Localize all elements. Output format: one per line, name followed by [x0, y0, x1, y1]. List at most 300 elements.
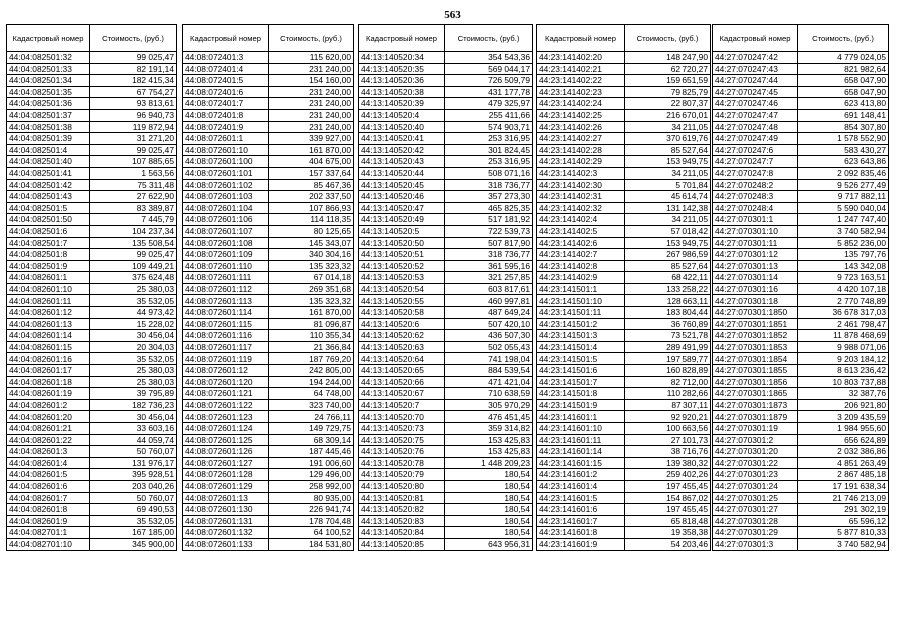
table-row — [183, 388, 354, 400]
cadastral-number-cell: 44:23:141601:6 — [537, 504, 625, 516]
table-row — [183, 167, 354, 179]
table-row — [713, 399, 889, 411]
cost-cell: 8 613 236,42 — [798, 365, 889, 377]
table-row — [183, 75, 354, 87]
cost-cell: 30 456,04 — [90, 411, 177, 423]
table-row — [183, 376, 354, 388]
cadastral-number-cell: 44:08:072401:8 — [183, 109, 269, 121]
table-row — [359, 98, 533, 110]
cadastral-number-cell: 44:08:072601:132 — [183, 527, 269, 539]
cost-cell: 4 851 263,49 — [798, 457, 889, 469]
cost-cell: 83 389,87 — [90, 202, 177, 214]
cadastral-number-cell: 44:13:140520:76 — [359, 446, 445, 458]
cadastral-number-cell: 44:27:070247:45 — [713, 86, 798, 98]
table-header-row — [183, 25, 354, 52]
cost-cell: 180,54 — [445, 480, 533, 492]
cadastral-number-cell: 44:13:140520:49 — [359, 214, 445, 226]
cadastral-table-5 — [712, 24, 889, 551]
cost-cell: 50 760,07 — [90, 446, 177, 458]
cost-cell: 658 047,90 — [798, 75, 889, 87]
cost-cell: 107 885,65 — [90, 156, 177, 168]
cost-cell: 25 380,03 — [90, 283, 177, 295]
table-row — [7, 423, 177, 435]
cost-cell: 258 992,00 — [269, 480, 354, 492]
table-row — [183, 446, 354, 458]
table-row — [7, 504, 177, 516]
cadastral-number-cell: 44:04:082601:7 — [7, 492, 90, 504]
cadastral-number-cell: 44:08:072401:4 — [183, 63, 269, 75]
cost-cell: 159 651,59 — [625, 75, 711, 87]
cadastral-number-cell: 44:04:082501:4 — [7, 144, 90, 156]
table-row — [183, 179, 354, 191]
table-row — [713, 63, 889, 75]
cost-cell: 2 770 748,89 — [798, 295, 889, 307]
cadastral-number-cell: 44:23:141501:9 — [537, 399, 625, 411]
table-row — [7, 446, 177, 458]
cost-cell: 65 818,48 — [625, 515, 711, 527]
page-bottom-edge — [0, 630, 905, 638]
table-row — [359, 411, 533, 423]
cost-cell: 153 425,83 — [445, 446, 533, 458]
cost-cell: 2 092 835,46 — [798, 167, 889, 179]
cadastral-number-cell: 44:13:140520:35 — [359, 63, 445, 75]
table-row — [359, 469, 533, 481]
cadastral-number-cell: 44:08:072601:122 — [183, 399, 269, 411]
cadastral-number-cell: 44:27:070301:10 — [713, 225, 798, 237]
cost-cell: 92 920,21 — [625, 411, 711, 423]
table-row — [7, 86, 177, 98]
cadastral-number-cell: 44:04:082501:41 — [7, 167, 90, 179]
cost-cell: 357 273,30 — [445, 191, 533, 203]
cadastral-number-cell: 44:13:140520:34 — [359, 52, 445, 64]
cost-cell: 160 828,89 — [625, 365, 711, 377]
cost-cell: 22 807,37 — [625, 98, 711, 110]
cadastral-number-cell: 44:08:072601:13 — [183, 492, 269, 504]
cadastral-number-cell: 44:04:082601:19 — [7, 388, 90, 400]
cadastral-number-cell: 44:27:070247:6 — [713, 144, 798, 156]
table-row — [713, 225, 889, 237]
table-row — [713, 156, 889, 168]
table-row — [183, 469, 354, 481]
cost-cell: 129 496,00 — [269, 469, 354, 481]
cadastral-number-cell: 44:23:141501:1 — [537, 283, 625, 295]
cadastral-number-cell: 44:04:082501:40 — [7, 156, 90, 168]
cost-cell: 64 748,00 — [269, 388, 354, 400]
table-row — [183, 399, 354, 411]
cadastral-number-cell: 44:27:070247:7 — [713, 156, 798, 168]
cost-cell: 107 866,93 — [269, 202, 354, 214]
cost-cell: 460 997,81 — [445, 295, 533, 307]
cadastral-number-cell: 44:27:070301:29 — [713, 527, 798, 539]
table-row — [7, 376, 177, 388]
table-row — [713, 272, 889, 284]
table-row — [537, 86, 711, 98]
table-row — [359, 144, 533, 156]
cadastral-number-cell: 44:04:082601:4 — [7, 457, 90, 469]
cost-cell: 50 760,07 — [90, 492, 177, 504]
table-row — [537, 527, 711, 539]
cadastral-number-cell: 44:13:140520:58 — [359, 307, 445, 319]
cadastral-number-cell: 44:08:072401:5 — [183, 75, 269, 87]
cadastral-number-cell: 44:13:140520:36 — [359, 75, 445, 87]
cost-cell: 722 539,73 — [445, 225, 533, 237]
table-row — [537, 144, 711, 156]
cost-cell: 183 804,44 — [625, 307, 711, 319]
table-row — [359, 527, 533, 539]
cadastral-number-cell: 44:04:082501:38 — [7, 121, 90, 133]
table-row — [359, 446, 533, 458]
table-header-row — [713, 25, 889, 52]
table-row — [7, 457, 177, 469]
cost-cell: 157 337,64 — [269, 167, 354, 179]
cadastral-number-cell: 44:13:140520:45 — [359, 179, 445, 191]
cost-cell: 79 825,79 — [625, 86, 711, 98]
cadastral-number-cell: 44:08:072601:126 — [183, 446, 269, 458]
cost-cell: 145 343,07 — [269, 237, 354, 249]
cost-cell: 7 445,79 — [90, 214, 177, 226]
cadastral-number-cell: 44:08:072601:104 — [183, 202, 269, 214]
table-row — [7, 214, 177, 226]
cost-cell: 68 422,11 — [625, 272, 711, 284]
table-row — [183, 86, 354, 98]
table-row — [359, 492, 533, 504]
cost-cell: 507 420,10 — [445, 318, 533, 330]
cost-cell: 15 228,02 — [90, 318, 177, 330]
cadastral-number-cell: 44:13:140520:39 — [359, 98, 445, 110]
page-number: 563 — [444, 9, 461, 21]
table-row — [713, 411, 889, 423]
header-cost: Стоимость, (руб.) — [90, 25, 177, 52]
cadastral-number-cell: 44:23:141601:2 — [537, 469, 625, 481]
cost-cell: 81 096,87 — [269, 318, 354, 330]
cost-cell: 25 380,03 — [90, 365, 177, 377]
cadastral-number-cell: 44:08:072601:106 — [183, 214, 269, 226]
cadastral-number-cell: 44:08:072401:7 — [183, 98, 269, 110]
cadastral-number-cell: 44:13:140520:54 — [359, 283, 445, 295]
table-row — [537, 469, 711, 481]
cost-cell: 69 490,53 — [90, 504, 177, 516]
cadastral-number-cell: 44:27:070301:19 — [713, 423, 798, 435]
cost-cell: 115 620,00 — [269, 52, 354, 64]
table-row — [183, 527, 354, 539]
cadastral-number-cell: 44:23:141402:20 — [537, 52, 625, 64]
cost-cell: 110 282,66 — [625, 388, 711, 400]
table-row — [7, 399, 177, 411]
cost-cell: 583 430,27 — [798, 144, 889, 156]
table-row — [183, 191, 354, 203]
table-row — [713, 423, 889, 435]
cadastral-number-cell: 44:08:072601:100 — [183, 156, 269, 168]
cost-cell: 289 491,99 — [625, 341, 711, 353]
cadastral-number-cell: 44:23:141601:14 — [537, 446, 625, 458]
table-row — [183, 330, 354, 342]
cadastral-number-cell: 44:13:140520:55 — [359, 295, 445, 307]
cost-cell: 9 203 184,12 — [798, 353, 889, 365]
cost-cell: 267 986,59 — [625, 249, 711, 261]
cadastral-number-cell: 44:08:072601:109 — [183, 249, 269, 261]
table-row — [7, 283, 177, 295]
cadastral-number-cell: 44:04:082501:33 — [7, 63, 90, 75]
cost-cell: 231 240,00 — [269, 63, 354, 75]
cadastral-number-cell: 44:27:070247:44 — [713, 75, 798, 87]
cost-cell: 569 044,17 — [445, 63, 533, 75]
cadastral-number-cell: 44:27:070301:11 — [713, 237, 798, 249]
cost-cell: 854 307,80 — [798, 121, 889, 133]
cadastral-number-cell: 44:27:070301:20 — [713, 446, 798, 458]
cost-cell: 487 649,24 — [445, 307, 533, 319]
cost-cell: 9 988 071,06 — [798, 341, 889, 353]
table-row — [713, 202, 889, 214]
table-row — [7, 411, 177, 423]
cadastral-number-cell: 44:04:082501:37 — [7, 109, 90, 121]
cadastral-number-cell: 44:23:141501:8 — [537, 388, 625, 400]
table-row — [183, 480, 354, 492]
cost-cell: 133 258,22 — [625, 283, 711, 295]
cost-cell: 73 521,78 — [625, 330, 711, 342]
cost-cell: 153 949,75 — [625, 237, 711, 249]
table-row — [537, 423, 711, 435]
table-row — [537, 295, 711, 307]
cost-cell: 87 307,11 — [625, 399, 711, 411]
cost-cell: 180,54 — [445, 504, 533, 516]
table-row — [713, 457, 889, 469]
table-row — [359, 109, 533, 121]
cadastral-number-cell: 44:08:072601:121 — [183, 388, 269, 400]
cost-cell: 321 257,85 — [445, 272, 533, 284]
table-row — [537, 202, 711, 214]
header-cadastral-number: Кадастровый номер — [537, 25, 625, 52]
cadastral-number-cell: 44:23:141402:21 — [537, 63, 625, 75]
cadastral-number-cell: 44:27:070301:1 — [713, 214, 798, 226]
header-cadastral-number: Кадастровый номер — [7, 25, 90, 52]
cost-cell: 502 055,43 — [445, 341, 533, 353]
cadastral-number-cell: 44:13:140520:5 — [359, 225, 445, 237]
cost-cell: 259 402,26 — [625, 469, 711, 481]
cost-cell: 5 590 040,04 — [798, 202, 889, 214]
cost-cell: 359 314,82 — [445, 423, 533, 435]
cadastral-number-cell: 44:08:072601:127 — [183, 457, 269, 469]
cost-cell: 479 325,97 — [445, 98, 533, 110]
cadastral-number-cell: 44:08:072601:131 — [183, 515, 269, 527]
cost-cell: 269 351,68 — [269, 283, 354, 295]
cost-cell: 100 663,56 — [625, 423, 711, 435]
cadastral-number-cell: 44:27:070301:22 — [713, 457, 798, 469]
cost-cell: 85 527,64 — [625, 144, 711, 156]
cadastral-number-cell: 44:27:070248:4 — [713, 202, 798, 214]
cadastral-number-cell: 44:04:082501:35 — [7, 86, 90, 98]
cost-cell: 253 316,95 — [445, 156, 533, 168]
cadastral-number-cell: 44:13:140520:64 — [359, 353, 445, 365]
cost-cell: 93 813,61 — [90, 98, 177, 110]
table-row — [359, 283, 533, 295]
table-row — [359, 191, 533, 203]
table-row — [7, 98, 177, 110]
cadastral-number-cell: 44:04:082501:5 — [7, 202, 90, 214]
cadastral-number-cell: 44:13:140520:46 — [359, 191, 445, 203]
cost-cell: 154 867,02 — [625, 492, 711, 504]
cost-cell: 85 527,64 — [625, 260, 711, 272]
table-row — [183, 341, 354, 353]
cadastral-number-cell: 44:04:082601:17 — [7, 365, 90, 377]
cost-cell: 471 421,04 — [445, 376, 533, 388]
cadastral-number-cell: 44:13:140520:44 — [359, 167, 445, 179]
table-row — [713, 446, 889, 458]
cadastral-number-cell: 44:27:070247:47 — [713, 109, 798, 121]
cadastral-table-2 — [182, 24, 354, 551]
cadastral-number-cell: 44:13:140520:38 — [359, 86, 445, 98]
cadastral-number-cell: 44:08:072601:114 — [183, 307, 269, 319]
cost-cell: 135 323,32 — [269, 295, 354, 307]
cadastral-number-cell: 44:23:141402:7 — [537, 249, 625, 261]
cost-cell: 741 198,04 — [445, 353, 533, 365]
table-row — [7, 63, 177, 75]
cadastral-number-cell: 44:08:072601:128 — [183, 469, 269, 481]
cost-cell: 216 670,01 — [625, 109, 711, 121]
cost-cell: 1 247 747,40 — [798, 214, 889, 226]
cadastral-number-cell: 44:27:070301:1855 — [713, 365, 798, 377]
table-row — [713, 318, 889, 330]
table-row — [183, 121, 354, 133]
cadastral-tables — [6, 24, 900, 620]
table-row — [713, 330, 889, 342]
table-row — [7, 434, 177, 446]
cadastral-number-cell: 44:04:082501:32 — [7, 52, 90, 64]
cost-cell: 99 025,47 — [90, 249, 177, 261]
cadastral-number-cell: 44:23:141402:32 — [537, 202, 625, 214]
cadastral-number-cell: 44:23:141402:25 — [537, 109, 625, 121]
cost-cell: 35 532,05 — [90, 295, 177, 307]
cadastral-number-cell: 44:23:141601:8 — [537, 527, 625, 539]
cadastral-number-cell: 44:27:070301:23 — [713, 469, 798, 481]
cost-cell: 167 185,00 — [90, 527, 177, 539]
cost-cell: 203 040,26 — [90, 480, 177, 492]
cadastral-number-cell: 44:04:082601:22 — [7, 434, 90, 446]
cost-cell: 194 244,00 — [269, 376, 354, 388]
cadastral-number-cell: 44:04:082601:1 — [7, 272, 90, 284]
cost-cell: 187 769,20 — [269, 353, 354, 365]
cost-cell: 658 047,90 — [798, 86, 889, 98]
cost-cell: 361 595,16 — [445, 260, 533, 272]
cadastral-number-cell: 44:27:070301:12 — [713, 249, 798, 261]
cadastral-number-cell: 44:27:070301:13 — [713, 260, 798, 272]
table-row — [713, 191, 889, 203]
cadastral-number-cell: 44:08:072601:1 — [183, 133, 269, 145]
cost-cell: 476 451,45 — [445, 411, 533, 423]
table-row — [537, 179, 711, 191]
cost-cell: 135 797,76 — [798, 249, 889, 261]
cost-cell: 143 342,08 — [798, 260, 889, 272]
table-row — [359, 307, 533, 319]
cost-cell: 67 014,18 — [269, 272, 354, 284]
cost-cell: 370 619,76 — [625, 133, 711, 145]
cadastral-number-cell: 44:04:082701:1 — [7, 527, 90, 539]
cost-cell: 1 578 552,90 — [798, 133, 889, 145]
table-row — [359, 86, 533, 98]
table-row — [359, 52, 533, 64]
cost-cell: 149 729,75 — [269, 423, 354, 435]
cost-cell: 57 018,42 — [625, 225, 711, 237]
cadastral-number-cell: 44:27:070301:28 — [713, 515, 798, 527]
table-row — [359, 365, 533, 377]
cost-cell: 65 596,12 — [798, 515, 889, 527]
cadastral-number-cell: 44:13:140520:41 — [359, 133, 445, 145]
table-row — [713, 283, 889, 295]
table-row — [183, 283, 354, 295]
table-row — [183, 249, 354, 261]
cost-cell: 431 177,78 — [445, 86, 533, 98]
table-row — [7, 225, 177, 237]
table-row — [183, 411, 354, 423]
cost-cell: 45 614,74 — [625, 191, 711, 203]
cadastral-number-cell: 44:13:140520:82 — [359, 504, 445, 516]
cost-cell: 9 717 882,11 — [798, 191, 889, 203]
table-row — [359, 515, 533, 527]
table-row — [7, 167, 177, 179]
table-row — [7, 480, 177, 492]
cadastral-number-cell: 44:27:070247:42 — [713, 52, 798, 64]
cadastral-number-cell: 44:13:140520:63 — [359, 341, 445, 353]
cadastral-number-cell: 44:04:082501:8 — [7, 249, 90, 261]
cost-cell: 27 101,73 — [625, 434, 711, 446]
cost-cell: 31 271,20 — [90, 133, 177, 145]
table-row — [713, 133, 889, 145]
table-row — [183, 237, 354, 249]
cadastral-number-cell: 44:23:141501:7 — [537, 376, 625, 388]
cadastral-number-cell: 44:04:082501:43 — [7, 191, 90, 203]
table-header-row — [7, 25, 177, 52]
cadastral-number-cell: 44:13:140520:6 — [359, 318, 445, 330]
cost-cell: 231 240,00 — [269, 98, 354, 110]
table-row — [537, 365, 711, 377]
table-row — [359, 353, 533, 365]
cost-cell: 34 211,05 — [625, 121, 711, 133]
table-row — [359, 156, 533, 168]
cost-cell: 197 455,45 — [625, 504, 711, 516]
table-row — [713, 249, 889, 261]
cost-cell: 154 160,00 — [269, 75, 354, 87]
cost-cell: 206 921,80 — [798, 399, 889, 411]
table-row — [537, 121, 711, 133]
table-row — [7, 272, 177, 284]
table-row — [183, 144, 354, 156]
table-row — [359, 121, 533, 133]
table-row — [359, 260, 533, 272]
table-row — [713, 295, 889, 307]
cost-cell: 148 247,90 — [625, 52, 711, 64]
table-row — [359, 214, 533, 226]
cadastral-number-cell: 44:13:140520:4 — [359, 109, 445, 121]
cost-cell: 507 817,90 — [445, 237, 533, 249]
table-row — [537, 330, 711, 342]
cost-cell: 32 387,76 — [798, 388, 889, 400]
cadastral-number-cell: 44:04:082601:12 — [7, 307, 90, 319]
cadastral-number-cell: 44:27:070301:24 — [713, 480, 798, 492]
cadastral-number-cell: 44:13:140520:7 — [359, 399, 445, 411]
cost-cell: 39 795,89 — [90, 388, 177, 400]
header-cost: Стоимость, (руб.) — [269, 25, 354, 52]
cadastral-number-cell: 44:13:140520:81 — [359, 492, 445, 504]
table-row — [713, 75, 889, 87]
cost-cell: 96 940,73 — [90, 109, 177, 121]
cadastral-number-cell: 44:23:141501:2 — [537, 318, 625, 330]
table-row — [713, 237, 889, 249]
table-row — [537, 225, 711, 237]
cost-cell: 82 191,14 — [90, 63, 177, 75]
table-row — [183, 272, 354, 284]
table-row — [7, 109, 177, 121]
cost-cell: 2 461 798,47 — [798, 318, 889, 330]
table-row — [537, 457, 711, 469]
